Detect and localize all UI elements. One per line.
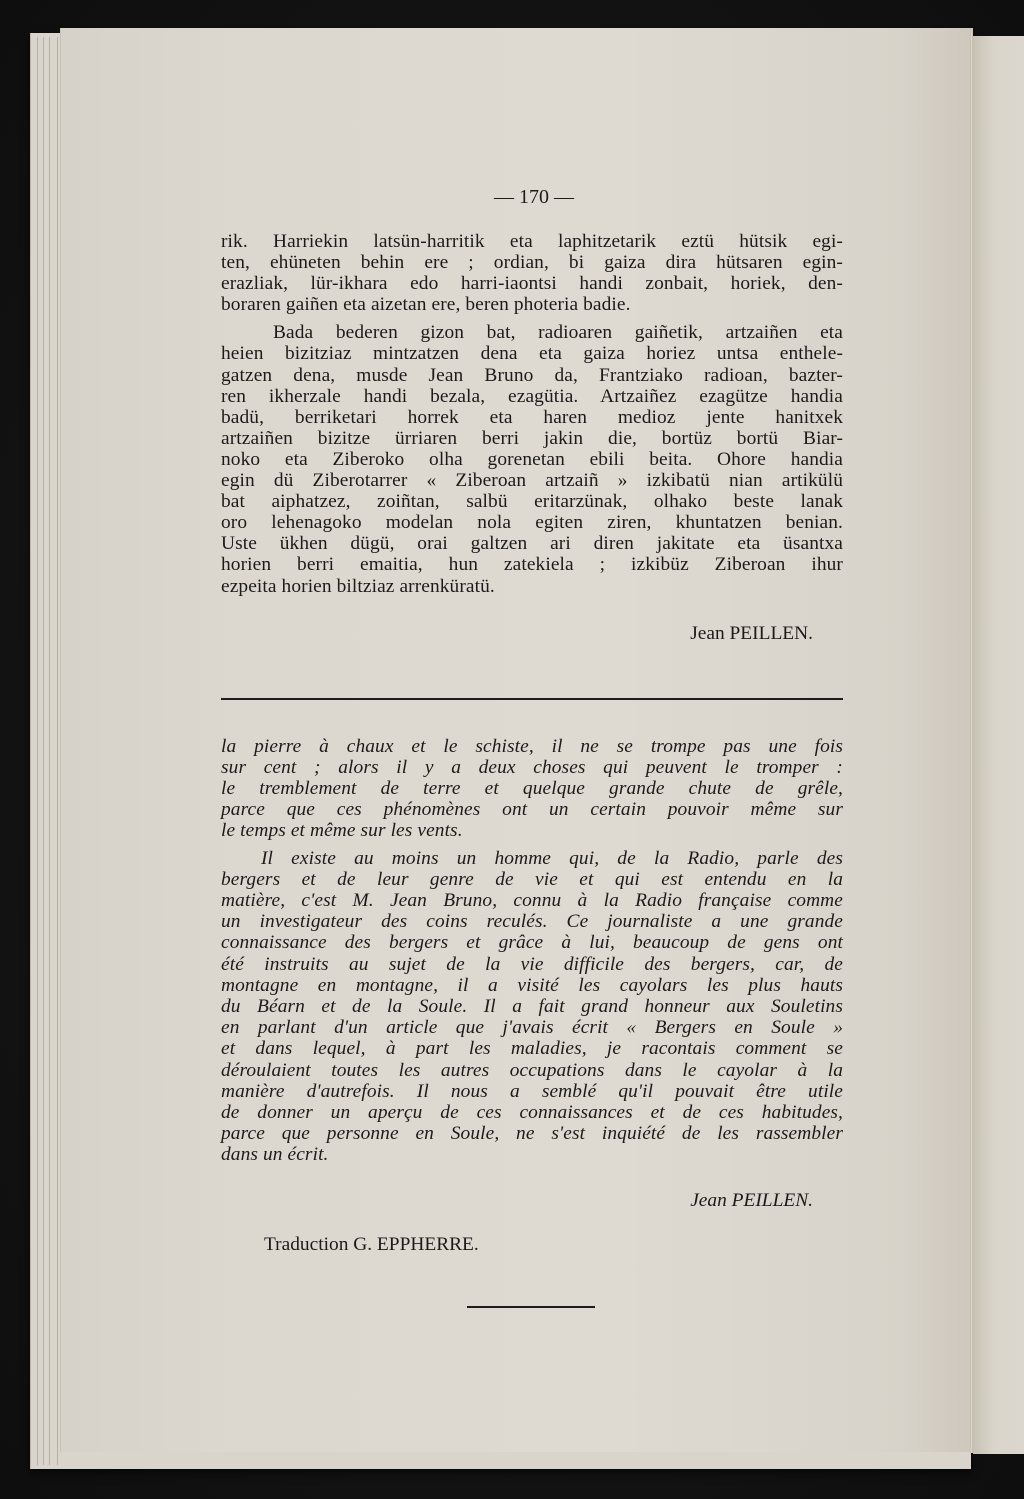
text-line: déroulaient toutes les autres occupations dans le cayolar à la [221,1059,843,1081]
french-paragraph-2 [221,848,843,1166]
basque-text-section [221,231,843,645]
text-line: sur cent ; alors il y a deux choses qui peuvent le tromper : [221,756,843,778]
text-line: un investigateur des coins reculés. Ce journaliste a une grande [221,911,843,933]
end-rule [467,1306,595,1308]
text-line: ezpeita horien biltziaz arrenküratü. [221,575,495,597]
text-line: et dans lequel, à part les maladies, je racontais comment se [221,1038,843,1060]
author-signature: Jean PEILLEN. [690,622,813,644]
text-line: artzaiñen bizitze ürriaren berri jakin die, bortüz bortü Biar- [221,427,843,449]
text-line: gatzen dena, musde Jean Bruno da, Frantziako radioan, bazter- [221,364,843,386]
page-edge [37,37,38,1465]
basque-paragraph-2 [221,322,843,596]
text-line: en parlant d'un article que j'avais écrit « Bergers en Soule » [221,1017,843,1039]
french-translation-section [221,736,843,1256]
author-signature-italic: Jean PEILLEN. [690,1189,813,1211]
section-divider [221,698,843,700]
text-line: montagne en montagne, il a visité les cayolars les plus hauts [221,974,843,996]
text-line: connaissance des bergers et grâce à lui, beaucoup de gens ont [221,932,843,954]
page-edge [49,37,50,1465]
text-line: badü, berriketari horrek eta haren medioz jente hanitxek [221,406,843,428]
text-line: Bada bederen gizon bat, radioaren gaiñetik, artzaiñen eta [273,322,843,344]
text-line: bergers et de leur genre de vie et qui est entendu en la [221,868,843,890]
text-line: rik. Harriekin latsün-harritik eta laphitzetarik eztü hütsik egi- [221,231,843,252]
text-line: parce que ces phénomènes ont un certain pouvoir même sur [221,799,843,821]
translator-credit: Traduction G. EPPHERRE. [264,1233,479,1255]
page-edge [43,37,44,1465]
text-line: ten, ehüneten behin ere ; ordian, bi gaiza dira hütsaren egin- [221,252,843,274]
basque-paragraph-1 [221,231,843,315]
text-line: été instruits au sujet de la vie difficile des bergers, car, de [221,953,843,975]
text-line: Uste ükhen dügü, orai galtzen ari diren jakitate eta üsantxa [221,533,843,555]
page-content [221,186,843,1308]
text-line: egin dü Ziberotarrer « Ziberoan artzaiñ » izkibatü nian artikülü [221,470,843,492]
text-line: horien berri emaitia, hun zatekiela ; izkibüz Ziberoan ihur [221,554,843,576]
text-line: noko eta Ziberoko olha gorenetan ebili beita. Ohore handia [221,448,843,470]
text-line: matière, c'est M. Jean Bruno, connu à la Radio française comme [221,890,843,912]
text-line: la pierre à chaux et le schiste, il ne se trompe pas une fois [221,735,843,757]
french-paragraph-1 [221,736,843,842]
text-line: parce que personne en Soule, ne s'est inquiété de les rassembler [221,1123,843,1145]
text-line: du Béarn et de la Soule. Il a fait grand honneur aux Souletins [221,996,843,1018]
text-line: oro lehenagoko modelan nola egiten ziren, khuntatzen benian. [221,512,843,534]
text-line: bat aiphatzez, zoiñtan, salbü eritarzünak, olhako beste lanak [221,491,843,513]
text-line: heien bizitziaz mintzatzen dena eta gaiza horiez untsa enthele- [221,343,843,365]
text-line: dans un écrit. [221,1144,329,1166]
text-line: Il existe au moins un homme qui, de la Radio, parle des [261,847,843,869]
page-edge [57,37,58,1465]
facing-page-sliver [973,36,1024,1454]
text-line: manière d'autrefois. Il nous a semblé qu'il pouvait être utile [221,1080,843,1102]
text-line: le temps et même sur les vents. [221,820,463,842]
text-line: ren ikherzale handi bezala, ezagütia. Artzaiñez ezagütze handia [221,385,843,407]
text-line: boraren gaiñen eta aizetan ere, beren photeria badie. [221,294,631,316]
text-line: le tremblement de terre et quelque grande chute de grêle, [221,778,843,799]
text-line: de donner un aperçu de ces connaissances et de ces habitudes, [221,1102,843,1124]
page-number: — 170 — [494,186,574,208]
text-line: erazliak, lür-ikhara edo harri-iaontsi handi zonbait, horiek, den- [221,273,843,295]
